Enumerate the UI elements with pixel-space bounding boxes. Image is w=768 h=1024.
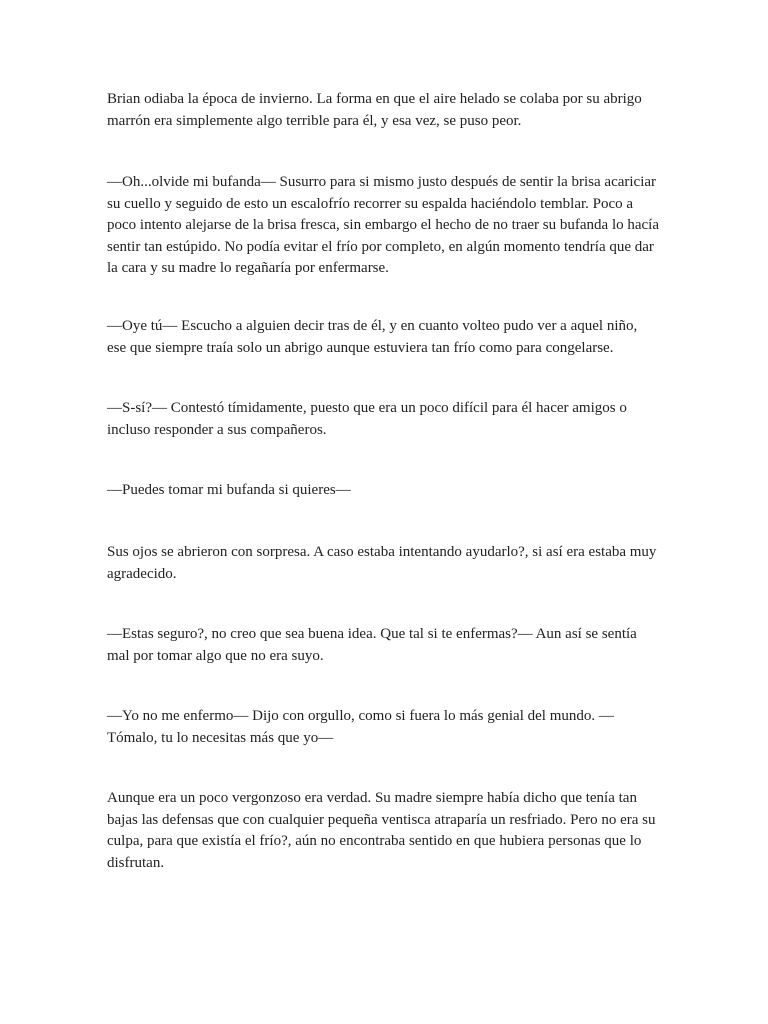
text-line: marrón era simplemente algo terrible para él, y esa vez, se puso peor. xyxy=(107,112,522,129)
text-line: Aunque era un poco vergonzoso era verdad. Su madre siempre había dicho que tenía tan xyxy=(107,790,637,806)
text-line: —Estas seguro?, no creo que sea buena idea. Que tal si te enfermas?— Aun así se sentía xyxy=(107,626,637,642)
text-line: la cara y su madre lo regañaría por enfermarse. xyxy=(107,260,389,277)
text-line: —Yo no me enfermo— Dijo con orgullo, como si fuera lo más genial del mundo. — xyxy=(107,708,614,724)
text-line: sentir tan estúpido. No podía evitar el frío por completo, en algún momento tendría que dar xyxy=(107,238,654,255)
text-line: incluso responder a sus compañeros. xyxy=(107,421,327,438)
text-line: bajas las defensas que con cualquier pequeña ventisca atraparía un resfriado. Pero no era su xyxy=(107,811,656,828)
text-line: —Puedes tomar mi bufanda si quieres— xyxy=(107,482,351,498)
text-line: —S-sí?— Contestó tímidamente, puesto que era un poco difícil para él hacer amigos o xyxy=(107,400,627,416)
text-line: —Oye tú— Escucho a alguien decir tras de él, y en cuanto volteo pudo ver a aquel niño, xyxy=(107,318,638,334)
paragraph-9 xyxy=(107,788,682,874)
text-line: poco intento alejarse de la brisa fresca, sin embargo el hecho de no traer su bufanda lo hacía xyxy=(107,217,659,234)
paragraph-1 xyxy=(107,89,682,132)
paragraph-7 xyxy=(107,624,682,667)
text-line: Brian odiaba la época de invierno. La forma en que el aire helado se colaba por su abrigo xyxy=(107,91,642,107)
text-line: culpa, para que existía el frío?, aún no encontraba sentido en que hubiera personas que lo xyxy=(107,833,642,850)
text-line: su cuello y seguido de esto un escalofrío recorrer su espalda haciéndolo temblar. Poco a xyxy=(107,195,634,212)
text-line: ese que siempre traía solo un abrigo aunque estuviera tan frío como para congelarse. xyxy=(107,339,614,356)
paragraph-2 xyxy=(107,172,682,280)
paragraph-6 xyxy=(107,542,682,585)
text-line: Sus ojos se abrieron con sorpresa. A caso estaba intentando ayudarlo?, si así era estaba muy xyxy=(107,544,657,560)
text-line: agradecido. xyxy=(107,565,177,582)
paragraph-5 xyxy=(107,480,682,502)
paragraph-3 xyxy=(107,316,682,359)
text-line: —Oh...olvide mi bufanda— Susurro para si mismo justo después de sentir la brisa acariciar xyxy=(107,174,657,190)
paragraph-4 xyxy=(107,398,682,441)
text-line: mal por tomar algo que no era suyo. xyxy=(107,647,324,664)
text-line: Tómalo, tu lo necesitas más que yo— xyxy=(107,729,334,746)
paragraph-8 xyxy=(107,706,682,749)
text-line: disfrutan. xyxy=(107,854,165,871)
